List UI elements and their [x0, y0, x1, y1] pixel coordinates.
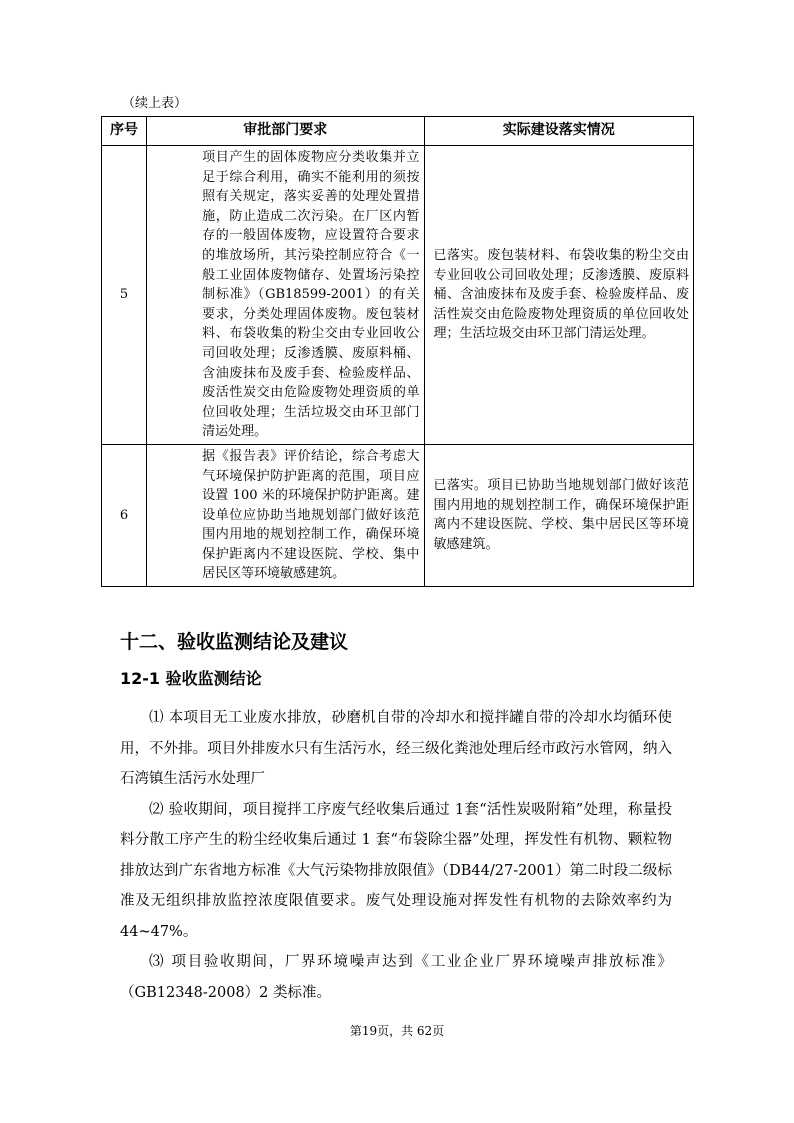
conclusion-paragraph: ⑴ 本项目无工业废水排放，砂磨机自带的冷却水和搅拌罐自带的冷却水均循环使用，不外排。项目外排废水只有生活污水，经三级化粪池处理后经市政污水管网，纳入石湾镇生活污水处理厂 [120, 710, 672, 787]
table-row [102, 444, 694, 586]
table-header-row [102, 117, 694, 146]
approval-requirements-table [101, 116, 694, 587]
conclusion-paragraph: ⑶ 项目验收期间，厂界环境噪声达到《工业企业厂界环境噪声排放标准》（GB12348-2008）2 类标准。 [120, 954, 672, 1001]
section-heading: 十二、验收监测结论及建议 [120, 631, 349, 653]
row-number: 6 [102, 444, 147, 586]
conclusion-paragraph: ⑵ 验收期间，项目搅拌工序废气经收集后通过 1套“活性炭吸附箱”处理，称量投料分散工序产生的粉尘经收集后通过 1 套“布袋除尘器”处理，挥发性有机物、颗粒物排放达到广东省地方标准《大气污染物排放限值》（DB44/27-2001）第二时段二级标准及无组织排放监控浓度限值要求。废气处理设施对挥发性有机物的去除效率约为 44~47%。 [120, 801, 672, 940]
page-number: 第19页，共 62页 [349, 1024, 445, 1038]
row-number: 5 [102, 146, 147, 445]
table-continued-label: （续上表） [122, 96, 188, 111]
subsection-heading: 12-1 验收监测结论 [120, 669, 262, 688]
conclusions-body [120, 703, 672, 1008]
row-implementation: 已落实。废包装材料、布袋收集的粉尘交由专业回收公司回收处理；反渗透膜、废原料桶、含油废抹布及废手套、检验废样品、废活性炭交由危险废物处理资质的单位回收处理；生活垃圾交由环卫部门清运处理。 [424, 146, 693, 445]
header-implementation: 实际建设落实情况 [424, 117, 693, 146]
table-row [102, 146, 694, 445]
row-requirement: 项目产生的固体废物应分类收集并立足于综合利用，确实不能利用的须按照有关规定，落实妥善的处理处置措施，防止造成二次污染。在厂区内暂存的一般固体废物，应设置符合要求的堆放场所，其污染控制应符合《一般工业固体废物储存、处置场污染控制标准》（GB18599-2001）的有关要求，分类处理固体废物。废包装材料、布袋收集的粉尘交由专业回收公司回收处理；反渗透膜、废原料桶、含油废抹布及废手套、检验废样品、废活性炭交由危险废物处理资质的单位回收处理；生活垃圾交由环卫部门清运处理。 [147, 146, 424, 445]
header-requirement: 审批部门要求 [147, 117, 424, 146]
header-number: 序号 [102, 117, 147, 146]
row-implementation: 已落实。项目已协助当地规划部门做好该范围内用地的规划控制工作，确保环境保护距离内不建设医院、学校、集中居民区等环境敏感建筑。 [424, 444, 693, 586]
row-requirement: 据《报告表》评价结论，综合考虑大气环境保护防护距离的范围，项目应设置 100 米的环境保护防护距离。建设单位应协助当地规划部门做好该范围内用地的规划控制工作，确保环境保护距离内不建设医院、学校、集中居民区等环境敏感建筑。 [147, 444, 424, 586]
